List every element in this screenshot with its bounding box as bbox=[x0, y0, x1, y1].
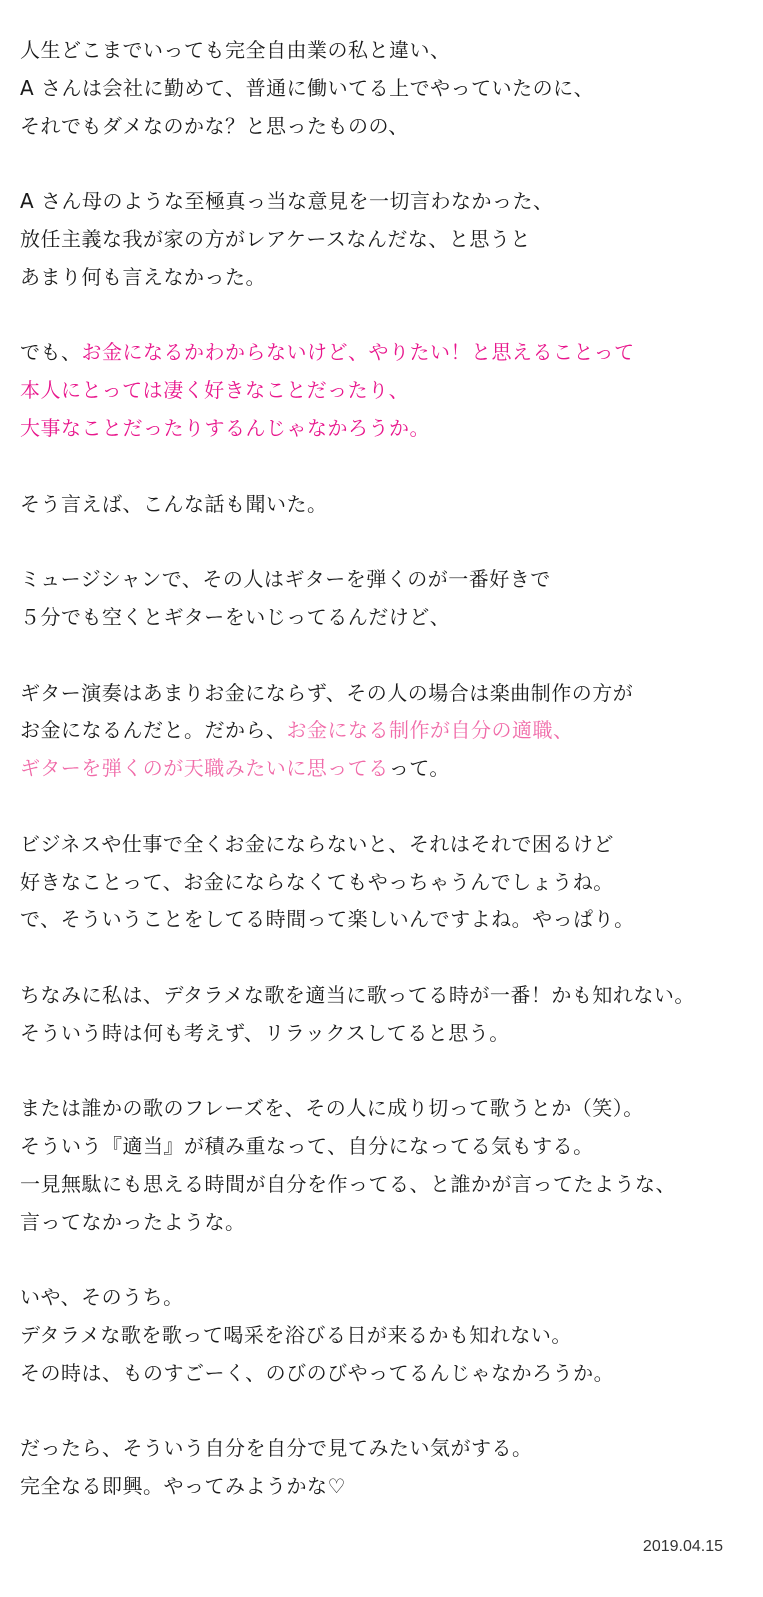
paragraph bbox=[20, 561, 763, 637]
highlight-text: お金になるかわからないけど、やりたい！と思えることって bbox=[81, 340, 635, 365]
highlight-text: お金になる制作が自分の適職、 bbox=[286, 718, 574, 743]
text-line: A さん母のような至極真っ当な意見を一切言わなかった、 bbox=[20, 189, 554, 214]
text-plain: でも、 bbox=[20, 340, 82, 365]
paragraph-spacer bbox=[20, 448, 763, 486]
text-line: その時は、ものすごーく、のびのびやってるんじゃなかろうか。 bbox=[20, 1360, 615, 1385]
text-line: 好きなことって、お金にならなくてもやっちゃうんでしょうね。 bbox=[20, 869, 614, 894]
text-plain: って。 bbox=[388, 756, 450, 781]
paragraph-spacer bbox=[20, 523, 763, 561]
text-line bbox=[20, 712, 763, 750]
text-line: 放任主義な我が家の方がレアケースなんだな、と思うと bbox=[20, 226, 531, 251]
text-line: だったら、そういう自分を自分で見てみたい気がする。 bbox=[20, 1436, 533, 1461]
paragraph-spacer bbox=[20, 1393, 763, 1431]
highlight-line: 本人にとっては凄く好きなことだったり、 bbox=[20, 378, 410, 403]
paragraph-spacer bbox=[20, 297, 763, 335]
text-line: ５分でも空くとギターをいじってるんだけど、 bbox=[20, 604, 451, 629]
post-date: 2019.04.15 bbox=[642, 1538, 723, 1555]
text-line: 完全なる即興。やってみようかな♡ bbox=[20, 1474, 346, 1499]
text-line: そういう時は何も考えず、リラックスしてると思う。 bbox=[20, 1020, 510, 1045]
text-line: それでもダメなのかな？と思ったものの、 bbox=[20, 113, 409, 138]
text-line: 一見無駄にも思える時間が自分を作ってる、と誰かが言ってたような、 bbox=[20, 1171, 676, 1196]
text-line: A さんは会社に勤めて、普通に働いてる上でやっていたのに、 bbox=[20, 75, 595, 100]
text-line: ミュージシャンで、その人はギターを弾くのが一番好きで bbox=[20, 567, 551, 592]
text-line bbox=[20, 334, 763, 372]
paragraph bbox=[20, 977, 763, 1053]
paragraph-spacer bbox=[20, 1242, 763, 1280]
paragraph bbox=[20, 1279, 763, 1392]
paragraph bbox=[20, 486, 763, 524]
text-line: そう言えば、こんな話も聞いた。 bbox=[20, 491, 328, 516]
paragraph-spacer bbox=[20, 939, 763, 977]
paragraph-spacer bbox=[20, 1053, 763, 1091]
text-line: ギター演奏はあまりお金にならず、その人の場合は楽曲制作の方が bbox=[20, 680, 634, 705]
paragraph-highlighted bbox=[20, 334, 763, 447]
paragraph-spacer bbox=[20, 788, 763, 826]
highlight-text: ギターを弾くのが天職みたいに思ってる bbox=[20, 756, 389, 781]
text-line: 人生どこまでいっても完全自由業の私と違い、 bbox=[20, 38, 451, 62]
paragraph bbox=[20, 1430, 763, 1506]
text-line: あまり何も言えなかった。 bbox=[20, 264, 266, 289]
paragraph bbox=[20, 183, 763, 296]
text-line: ちなみに私は、デタラメな歌を適当に歌ってる時が一番！かも知れない。 bbox=[20, 982, 695, 1007]
paragraph bbox=[20, 826, 763, 939]
paragraph-highlighted bbox=[20, 675, 763, 788]
paragraph-spacer bbox=[20, 637, 763, 675]
paragraph bbox=[20, 32, 763, 145]
text-line: いや、そのうち。 bbox=[20, 1285, 184, 1310]
paragraph-spacer bbox=[20, 145, 763, 183]
text-line: そういう『適当』が積み重なって、自分になってる気もする。 bbox=[20, 1134, 594, 1159]
text-plain: お金になるんだと。だから、 bbox=[20, 718, 287, 743]
highlight-line: 大事なことだったりするんじゃなかろうか。 bbox=[20, 415, 430, 440]
text-line: または誰かの歌のフレーズを、その人に成り切って歌うとか（笑）。 bbox=[20, 1096, 644, 1121]
text-line bbox=[20, 750, 763, 788]
text-line: ビジネスや仕事で全くお金にならないと、それはそれで困るけど bbox=[20, 831, 614, 856]
paragraph bbox=[20, 1090, 763, 1241]
text-line: 言ってなかったような。 bbox=[20, 1209, 246, 1234]
text-line: で、そういうことをしてる時間って楽しいんですよね。やっぱり。 bbox=[20, 907, 635, 932]
text-line: デタラメな歌を歌って喝采を浴びる日が来るかも知れない。 bbox=[20, 1323, 572, 1348]
